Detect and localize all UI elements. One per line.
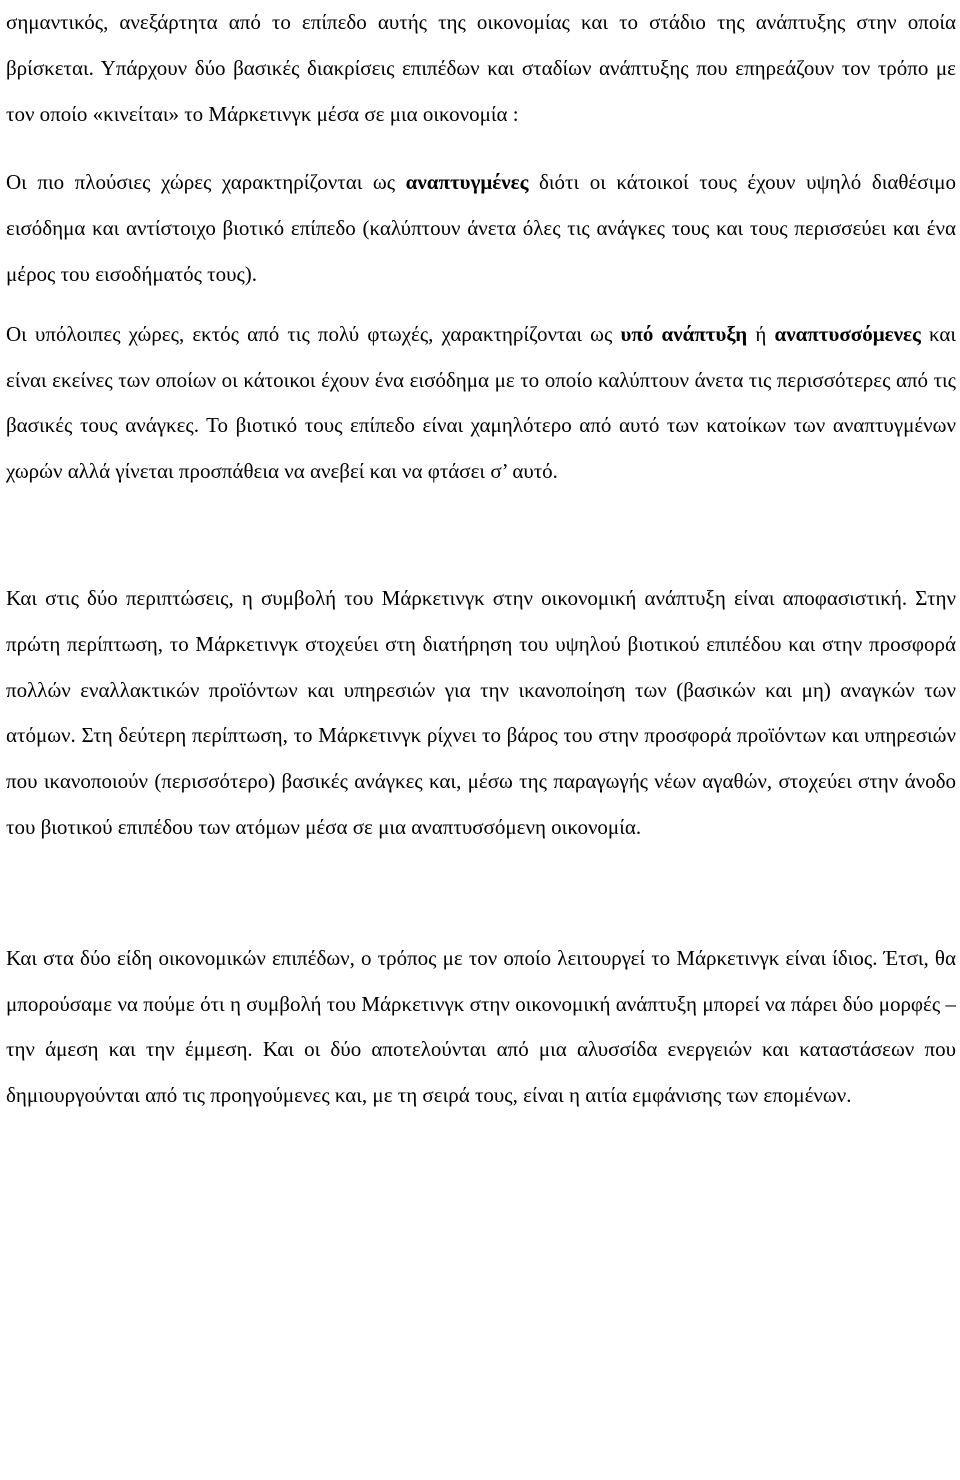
paragraph-marketing-contribution: [6, 576, 956, 851]
paragraph-text: σημαντικός, ανεξάρτητα από το επίπεδο αυτής της οικονομίας και το στάδιο της ανάπτυξης στην οποία βρίσκεται. Υπάρχουν δύο βασικές διακρίσεις επιπέδων και σταδίων ανάπτυξης που επηρεάζουν τον τρόπο με τον οποίο «κινείται» το Μάρκετινγκ μέσα σε μια οικονομία :: [6, 10, 956, 126]
term-developing: αναπτυσσόμενες: [774, 321, 921, 346]
paragraph-developed-countries: [6, 160, 956, 297]
paragraph-developing-countries: [6, 312, 956, 495]
term-under-development: υπό ανάπτυξη: [620, 321, 748, 346]
paragraph-text: Οι υπόλοιπες χώρες, εκτός από τις πολύ φτωχές, χαρακτηρίζονται ως: [6, 321, 621, 346]
paragraph-text: Και στις δύο περιπτώσεις, η συμβολή του Μάρκετινγκ στην οικονομική ανάπτυξη είναι αποφασιστική. Στην πρώτη περίπτωση, το Μάρκετινγκ στοχεύει στη διατήρηση του υψηλού βιοτικού επιπέδου και στην προσφορά πολλών εναλλακτικών προϊόντων και υπηρεσιών για την ικανοποίηση των (βασικών και μη) αναγκών των ατόμων. Στη δεύτερη περίπτωση, το Μάρκετινγκ ρίχνει το βάρος του στην προσφορά προϊόντων και υπηρεσιών που ικανοποιούν (περισσότερο) βασικές ανάγκες και, μέσω της παραγωγής νέων αγαθών, στοχεύει στην άνοδο του βιοτικού επιπέδου των ατόμων μέσα σε μια αναπτυσσόμενη οικονομία.: [6, 585, 956, 839]
paragraph-text: διότι οι κάτοικοί τους έχουν υψηλό διαθέσιμο εισόδημα και αντίστοιχο βιοτικό επίπεδο (καλύπτουν άνετα όλες τις ανάγκες τους και τους περισσεύει και ένα μέρος του εισοδήματός τους).: [6, 170, 956, 286]
paragraph-text: Και στα δύο είδη οικονομικών επιπέδων, ο τρόπος με τον οποίο λειτουργεί το Μάρκετινγκ είναι ίδιος. Έτσι, θα μπορούσαμε να πούμε ότι η συμβολή του Μάρκετινγκ στην οικονομική ανάπτυξη μπορεί να πάρει δύο μορφές – την άμεση και την έμμεση. Και οι δύο αποτελούνται από μια αλυσσίδα ενεργειών και καταστάσεων που δημιουργούνται από τις προηγούμενες και, με τη σειρά τους, είναι η αιτία εμφάνισης των επομένων.: [6, 945, 956, 1108]
paragraph-text: ή: [747, 321, 775, 346]
paragraph-text: Οι πιο πλούσιες χώρες χαρακτηρίζονται ως: [6, 170, 406, 195]
term-developed: αναπτυγμένες: [405, 170, 529, 195]
paragraph-intro: [6, 0, 956, 137]
paragraph-marketing-forms: [6, 936, 956, 1119]
paragraph-text: και είναι εκείνες των οποίων οι κάτοικοι έχουν ένα εισόδημα με το οποίο καλύπτουν άνετα τις περισσότερες από τις βασικές τους ανάγκες. Το βιοτικό τους επίπεδο είναι χαμηλότερο από αυτό των κατοίκων των αναπτυγμένων χωρών αλλά γίνεται προσπάθεια να ανεβεί και να φτάσει σ’ αυτό.: [6, 321, 956, 484]
